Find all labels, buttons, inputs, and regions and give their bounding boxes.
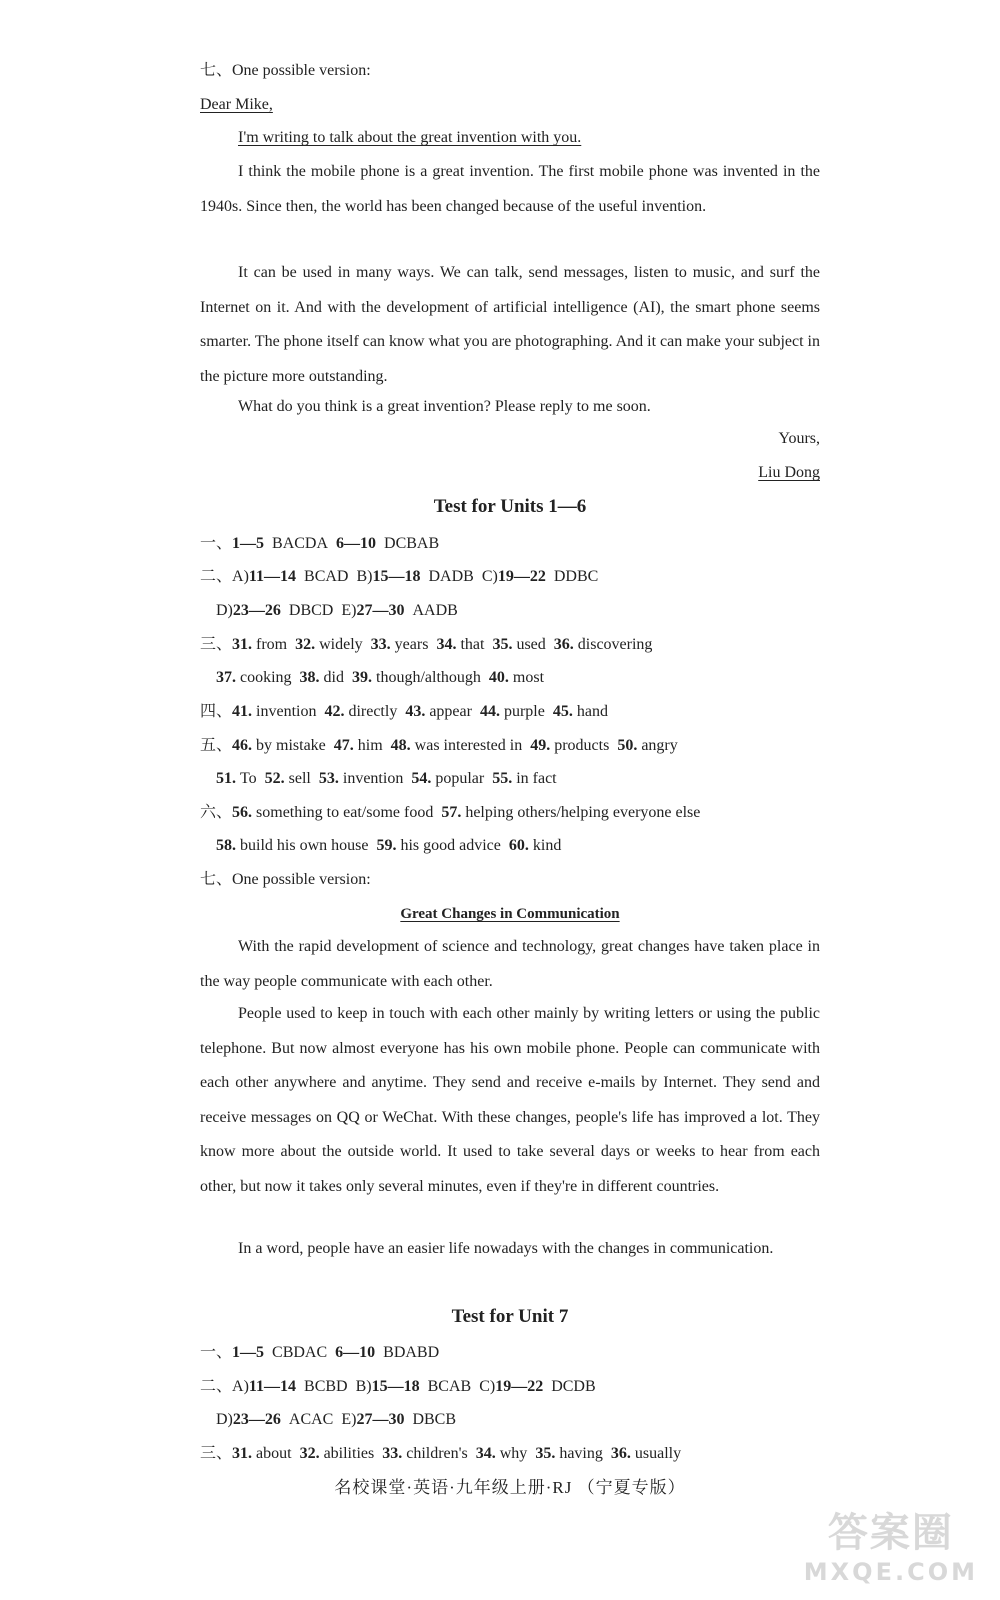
site-watermark [804, 1501, 978, 1586]
answer-line: 六、56. something to eat/some food 57. helping others/helping everyone else [200, 804, 701, 821]
letter-paragraph-3: What do you think is a great invention? Please reply to me soon. [238, 398, 651, 415]
essay-paragraph-2: People used to keep in touch with each other mainly by writing letters or using the public telephone. But now almost everyone has his own mobile phone. People can communicate with each other anywhere and anytime. They send and receive e-mails by Internet. They send and receive messages on QQ or WeChat. With these changes, people's life has improved a lot. They know more about the outside world. It used to take several days or weeks to hear from each other, but now it takes only several minutes, even if they're in different countries. [200, 1005, 820, 1195]
answer-line: 51. To 52. sell 53. invention 54. popular 55. in fact [216, 770, 557, 787]
answer-line: 二、A)11—14 BCAD B)15—18 DADB C)19—22 DDBC [200, 568, 599, 585]
test-title: Test for Units 1—6 [433, 496, 587, 517]
answer-line: 37. cooking 38. did 39. though/although 40. most [216, 669, 545, 686]
answer-line: 五、46. by mistake 47. him 48. was interested in 49. products 50. angry [200, 737, 678, 754]
letter-signature: Liu Dong [758, 464, 820, 481]
essay-paragraph-1: With the rapid development of science and technology, great changes have taken place in the way people communicate with each other. [200, 938, 820, 990]
page-footer: 名校课堂·英语·九年级上册·RJ （宁夏专版） [334, 1478, 686, 1497]
answer-line: 58. build his own house 59. his good advice 60. kind [216, 837, 562, 854]
section-label: 七、One possible version: [200, 871, 371, 888]
section-label: 七、One possible version: [200, 62, 371, 79]
essay-paragraph-3: In a word, people have an easier life nowadays with the changes in communication. [238, 1240, 774, 1257]
letter-closing: Yours, [778, 430, 820, 447]
answer-line: D)23—26 DBCD E)27—30 AADB [216, 602, 458, 619]
letter-paragraph-1: I think the mobile phone is a great invention. The first mobile phone was invented in the 1940s. Since then, the world has been changed because of the useful invention. [200, 163, 820, 215]
answer-line: D)23—26 ACAC E)27—30 DBCB [216, 1411, 457, 1428]
answer-line: 一、1—5 CBDAC 6—10 BDABD [200, 1344, 440, 1361]
answer-line: 四、41. invention 42. directly 43. appear 44. purple 45. hand [200, 703, 608, 720]
test-title: Test for Unit 7 [451, 1306, 569, 1327]
answer-line: 三、31. from 32. widely 33. years 34. that 35. used 36. discovering [200, 636, 653, 653]
answer-line: 三、31. about 32. abilities 33. children's 34. why 35. having 36. usually [200, 1445, 682, 1462]
opening-line: I'm writing to talk about the great invention with you. [238, 129, 582, 146]
watermark-logo-text: 答案圈 [827, 1510, 954, 1556]
letter-paragraph-2: It can be used in many ways. We can talk, send messages, listen to music, and surf the Internet on it. And with the development of artificial intelligence (AI), the smart phone seems smarter. The phone itself can know what you are photographing. And it can make your subject in the picture more outstanding. [200, 264, 820, 385]
answer-line: 二、A)11—14 BCBD B)15—18 BCAB C)19—22 DCDB [200, 1378, 596, 1395]
answer-line: 一、1—5 BACDA 6—10 DCBAB [200, 535, 440, 552]
salutation: Dear Mike, [200, 96, 273, 113]
essay-title: Great Changes in Communication [400, 906, 620, 922]
watermark-url: MXQE.COM [803, 1558, 978, 1586]
